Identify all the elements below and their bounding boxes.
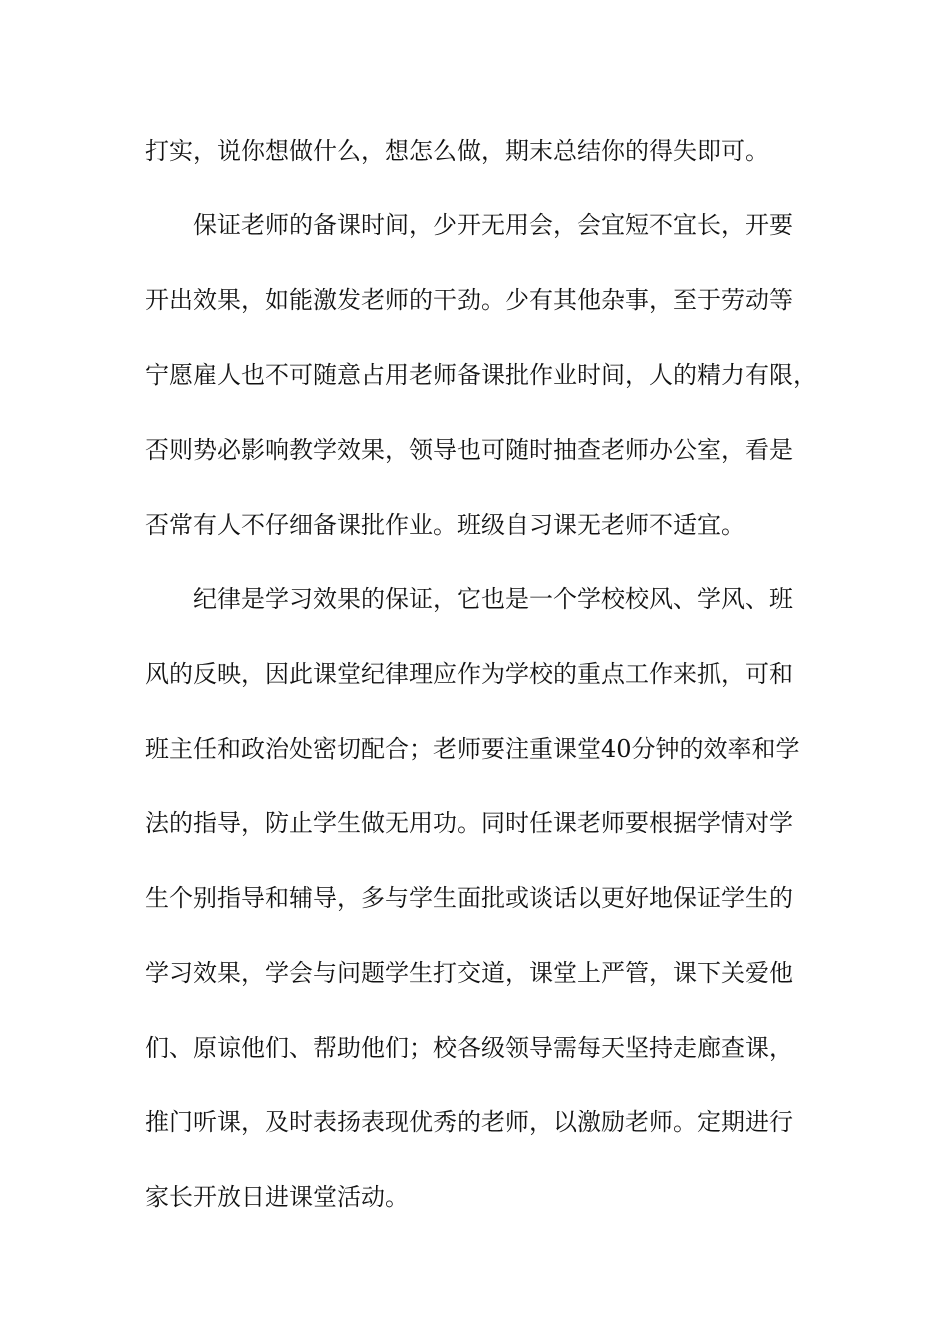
paragraph-3-line-7: 们、原谅他们、帮助他们；校各级领导需每天坚持走廊查课，: [145, 1034, 793, 1062]
paragraph-3-line-3: 班主任和政治处密切配合；老师要注重课堂40分钟的效率和学: [145, 735, 800, 763]
paragraph-3-line-4: 法的指导，防止学生做无用功。同时任课老师要根据学情对学: [145, 809, 793, 837]
paragraph-3-line-8: 推门听课，及时表扬表现优秀的老师，以激励老师。定期进行: [145, 1108, 793, 1136]
paragraph-2-line-5: 否常有人不仔细备课批作业。班级自习课无老师不适宜。: [145, 511, 745, 539]
paragraph-3-line-1: 纪律是学习效果的保证，它也是一个学校校风、学风、班: [193, 585, 793, 613]
paragraph-2-line-3: 宁愿雇人也不可随意占用老师备课批作业时间，人的精力有限，: [145, 361, 817, 389]
paragraph-2-line-1: 保证老师的备课时间，少开无用会，会宜短不宜长，开要: [193, 211, 793, 239]
paragraph-3-line-9: 家长开放日进课堂活动。: [145, 1183, 409, 1211]
paragraph-3-line-6: 学习效果，学会与问题学生打交道，课堂上严管，课下关爱他: [145, 959, 793, 987]
paragraph-2-line-4: 否则势必影响教学效果，领导也可随时抽查老师办公室，看是: [145, 436, 793, 464]
paragraph-3-line-2: 风的反映，因此课堂纪律理应作为学校的重点工作来抓，可和: [145, 660, 793, 688]
paragraph-1-line-1: 打实，说你想做什么，想怎么做，期末总结你的得失即可。: [145, 137, 769, 165]
paragraph-2-line-2: 开出效果，如能激发老师的干劲。少有其他杂事，至于劳动等: [145, 286, 793, 314]
paragraph-3-line-5: 生个别指导和辅导，多与学生面批或谈话以更好地保证学生的: [145, 884, 793, 912]
